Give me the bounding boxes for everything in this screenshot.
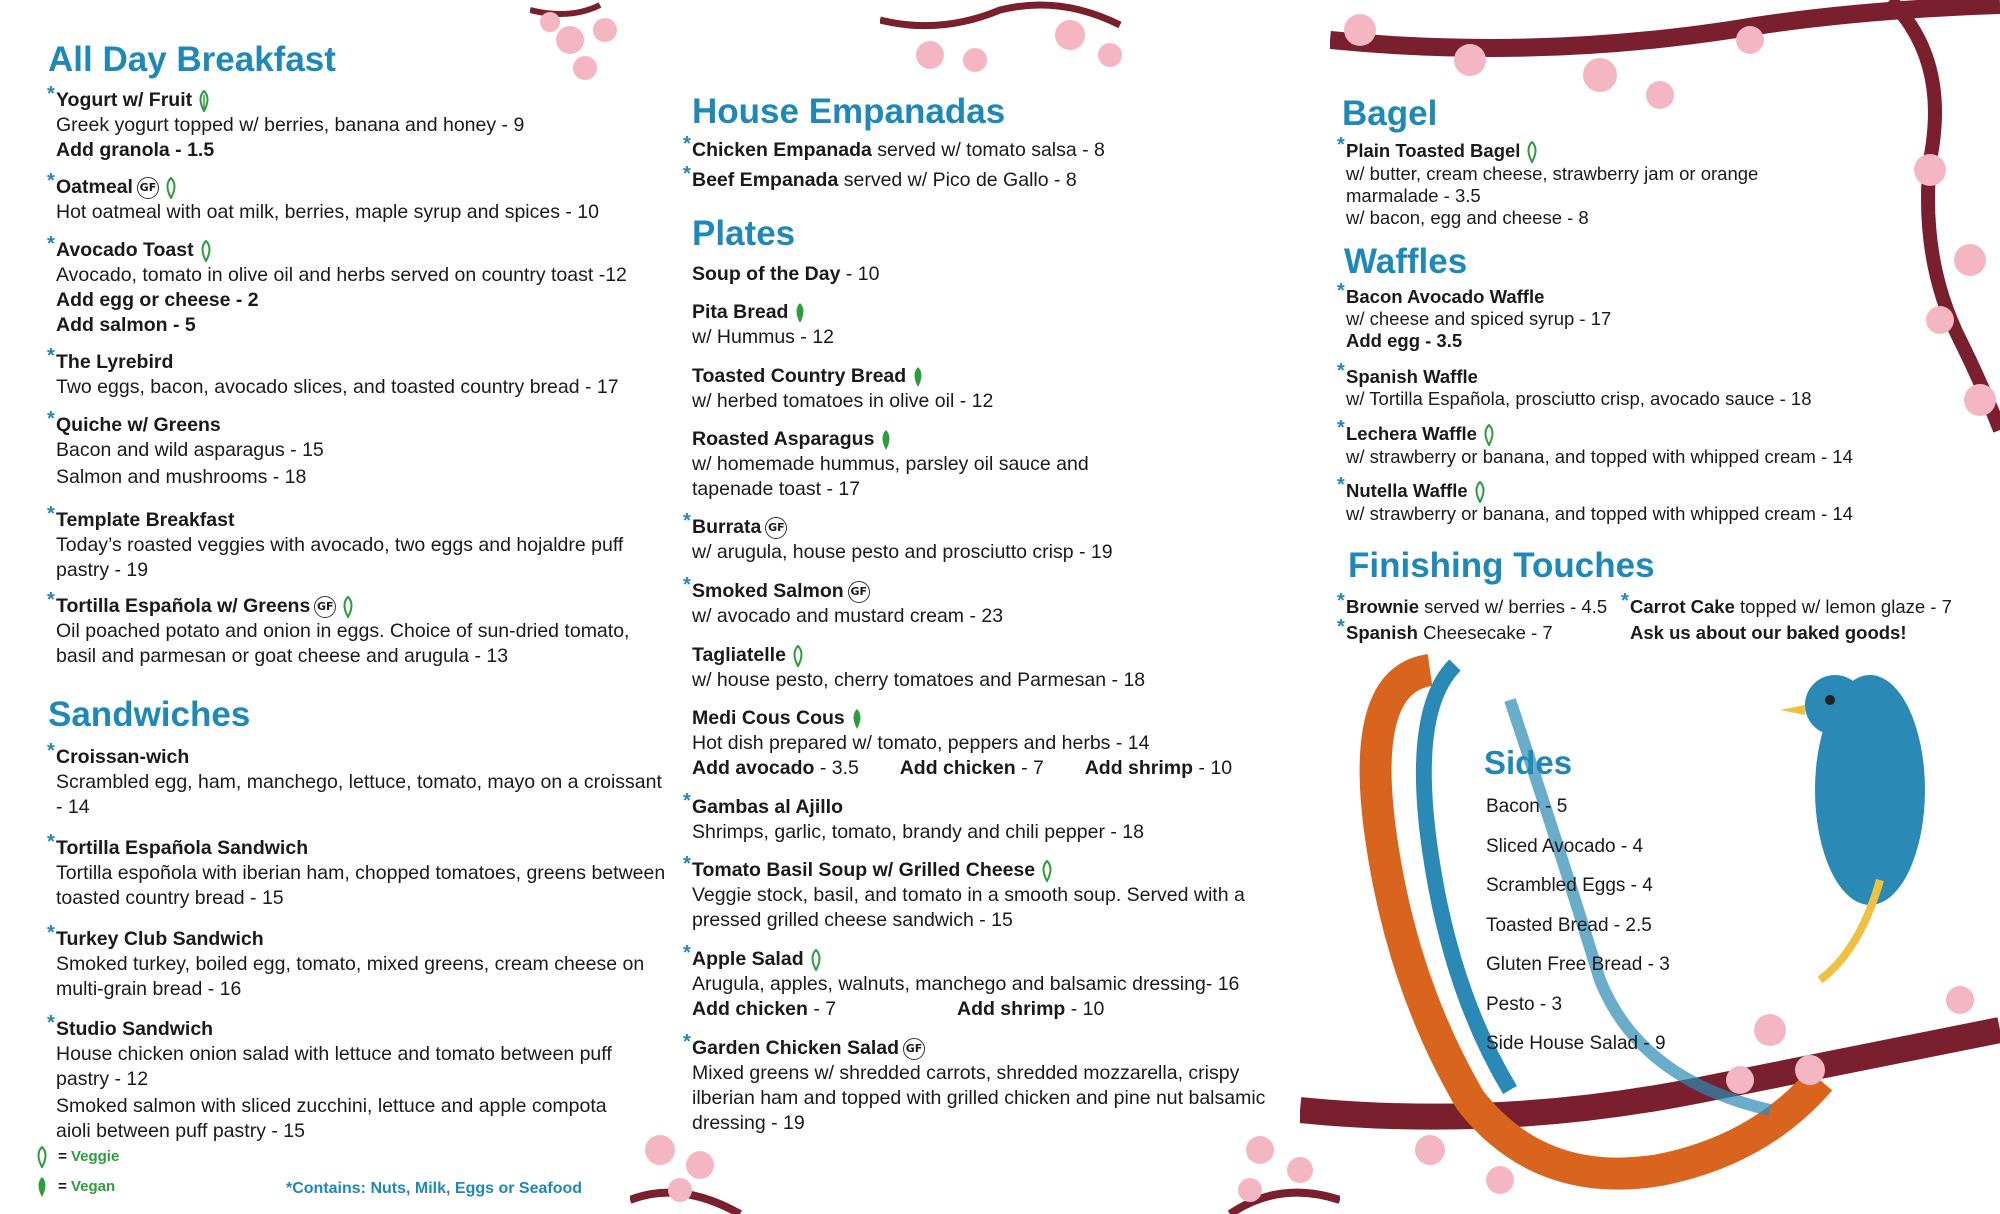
item-name: Gambas al Ajillo — [692, 796, 843, 818]
menu-item-carrot-cake — [1621, 590, 1952, 646]
item-name: Roasted Asparagus — [692, 428, 875, 450]
addon-label: Add shrimp — [1084, 757, 1194, 779]
item-name: The Lyrebird — [56, 351, 174, 373]
menu-item-tortilla-sandwich — [47, 831, 666, 911]
cherry-blossom-top-left — [530, 0, 640, 90]
allergen-asterisk: * — [683, 853, 691, 875]
allergen-asterisk: * — [47, 831, 55, 853]
item-desc: served w/ berries - 4.5 — [1418, 596, 1608, 617]
item-desc: Bacon and wild asparagus - 15 — [56, 439, 324, 461]
allergen-asterisk: * — [683, 1031, 691, 1053]
item-name: Nutella Waffle — [1346, 480, 1468, 501]
menu-item-apple-salad — [683, 942, 1240, 1022]
item-desc: basil and parmesan or goat cheese and arugula - 13 — [56, 645, 509, 667]
veggie-leaf-icon — [1481, 424, 1497, 446]
item-desc: Mixed greens w/ shredded carrots, shredded mozzarella, crispy — [692, 1062, 1240, 1084]
item-desc: Tortilla espoñola with iberian ham, chopped tomatoes, greens between — [56, 862, 666, 884]
item-desc: Smoked salmon with sliced zucchini, lettuce and apple compota — [56, 1095, 607, 1117]
menu-item-burrata — [683, 510, 1113, 565]
veggie-leaf-icon — [163, 177, 179, 199]
item-desc: w/ strawberry or banana, and topped with whipped cream - 14 — [1346, 446, 1853, 468]
menu-item-nutella-waffle — [1337, 474, 1853, 525]
item-name: Tortilla Española Sandwich — [56, 837, 309, 859]
menu-item-pita-bread — [692, 300, 834, 350]
item-desc: Veggie stock, basil, and tomato in a smooth soup. Served with a — [692, 884, 1245, 906]
item-desc: toasted country bread - 15 — [56, 887, 284, 909]
gluten-free-icon: GF — [137, 177, 159, 199]
item-name: Smoked Salmon — [692, 580, 844, 602]
menu-item-garden-chicken-salad — [683, 1031, 1266, 1136]
item-desc: served w/ tomato salsa - 8 — [871, 139, 1105, 161]
item-price: - 10 — [840, 263, 880, 285]
allergen-asterisk: * — [47, 408, 55, 430]
menu-item-bacon-avocado-waffle — [1337, 280, 1612, 352]
menu-item-quiche — [47, 408, 324, 490]
item-name: Chicken Empanada — [692, 139, 872, 161]
gluten-free-icon: GF — [848, 581, 870, 603]
item-name: Soup of the Day — [692, 263, 841, 285]
item-name: Turkey Club Sandwich — [56, 928, 264, 950]
item-addon: Add granola - 1.5 — [56, 139, 215, 161]
empanadas-title: House Empanadas — [692, 92, 1006, 131]
sandwiches-title: Sandwiches — [48, 695, 251, 734]
item-desc: served w/ Pico de Gallo - 8 — [838, 169, 1077, 191]
veggie-leaf-icon — [198, 240, 214, 262]
menu-item-roasted-asparagus — [692, 427, 1089, 502]
item-desc: w/ house pesto, cherry tomatoes and Parmesan - 18 — [692, 669, 1146, 691]
item-name: Spanish — [1346, 622, 1418, 643]
allergen-asterisk: * — [1337, 590, 1345, 612]
item-name: Tomato Basil Soup w/ Grilled Cheese — [692, 859, 1036, 881]
vegan-leaf-icon — [34, 1176, 50, 1198]
allergen-asterisk: * — [683, 574, 691, 596]
item-name: Beef Empanada — [692, 169, 839, 191]
item-desc: tapenade toast - 17 — [692, 478, 861, 500]
item-name: Oatmeal — [56, 176, 133, 198]
item-addon: Add salmon - 5 — [56, 314, 196, 336]
menu-item-soup-of-day — [692, 262, 879, 287]
item-name: Bacon Avocado Waffle — [1346, 286, 1545, 307]
menu-item-lechera-waffle — [1337, 417, 1853, 468]
legend-equals: = — [58, 1177, 67, 1195]
item-name: Studio Sandwich — [56, 1018, 214, 1040]
allergen-asterisk: * — [683, 790, 691, 812]
item-desc: w/ herbed tomatoes in olive oil - 12 — [692, 390, 994, 412]
item-name: Spanish Waffle — [1346, 366, 1478, 387]
item-desc: House chicken onion salad with lettuce and tomato between puff — [56, 1043, 612, 1065]
waffles-title: Waffles — [1344, 242, 1468, 281]
vegan-leaf-icon — [792, 302, 808, 324]
menu-item-turkey-club — [47, 922, 645, 1002]
veggie-leaf-icon — [340, 596, 356, 618]
menu-item-spanish-waffle — [1337, 360, 1812, 410]
sides-title: Sides — [1484, 744, 1573, 781]
addon-price: - 7 — [1015, 757, 1044, 779]
veggie-leaf-icon — [808, 949, 824, 971]
veggie-leaf-icon — [1472, 481, 1488, 503]
allergen-asterisk: * — [683, 133, 691, 155]
item-desc: Shrimps, garlic, tomato, brandy and chili pepper - 18 — [692, 821, 1144, 843]
menu-item-croissanwich — [47, 740, 662, 820]
allergen-asterisk: * — [47, 1012, 55, 1034]
legend-veggie-label: Veggie — [70, 1147, 120, 1165]
allergen-asterisk: * — [47, 345, 55, 367]
allergen-asterisk: * — [1337, 417, 1345, 439]
legend-veggie — [34, 1146, 119, 1168]
allergen-asterisk: * — [47, 233, 55, 255]
allergen-asterisk: * — [47, 740, 55, 762]
vegan-leaf-icon — [878, 429, 894, 451]
allergen-asterisk: * — [47, 83, 55, 105]
menu-item-smoked-salmon — [683, 574, 1004, 629]
item-name: Avocado Toast — [56, 239, 194, 261]
side-item: Sliced Avocado - 4 — [1486, 836, 1644, 857]
item-desc: w/ bacon, egg and cheese - 8 — [1346, 207, 1589, 229]
addon-price: - 3.5 — [814, 757, 859, 779]
item-desc: aioli between puff pastry - 15 — [56, 1120, 305, 1142]
item-name: Tortilla Española w/ Greens — [56, 595, 311, 617]
allergen-asterisk: * — [1337, 616, 1345, 638]
veggie-leaf-icon — [790, 645, 806, 667]
allergen-asterisk: * — [1621, 590, 1629, 612]
side-item: Toasted Bread - 2.5 — [1486, 915, 1652, 936]
item-name: Medi Cous Cous — [692, 707, 845, 729]
baked-goods-note: Ask us about our baked goods! — [1630, 622, 1907, 643]
item-name: Burrata — [692, 516, 762, 538]
item-name: Lechera Waffle — [1346, 423, 1477, 444]
menu-item-yogurt — [47, 83, 525, 163]
side-item: Side House Salad - 9 — [1486, 1033, 1666, 1054]
allergen-asterisk: * — [1337, 360, 1345, 382]
vegan-leaf-icon — [849, 708, 865, 730]
item-desc: w/ butter, cream cheese, strawberry jam or orange — [1346, 163, 1759, 185]
allergen-asterisk: * — [47, 170, 55, 192]
gluten-free-icon: GF — [314, 596, 336, 618]
menu-item-studio-sandwich — [47, 1012, 612, 1144]
item-name: Garden Chicken Salad — [692, 1037, 899, 1059]
item-name: Plain Toasted Bagel — [1346, 140, 1521, 161]
menu-item-avocado-toast — [47, 233, 627, 338]
addon-label: Add avocado — [692, 757, 815, 779]
menu-item-tagliatelle — [692, 643, 1145, 693]
item-name: Yogurt w/ Fruit — [56, 89, 193, 111]
addon-label: Add chicken — [899, 757, 1016, 779]
menu-item-medi-cous-cous — [692, 706, 1232, 781]
allergen-asterisk: * — [47, 589, 55, 611]
item-name: Tagliatelle — [692, 644, 786, 666]
item-desc: Hot oatmeal with oat milk, berries, maple syrup and spices - 10 — [56, 201, 599, 223]
item-desc: w/ cheese and spiced syrup - 17 — [1346, 308, 1612, 329]
legend-vegan — [34, 1176, 115, 1198]
menu-item-oatmeal — [47, 170, 599, 225]
allergen-asterisk: * — [683, 163, 691, 185]
allergen-asterisk: * — [1337, 280, 1345, 302]
addon-label: Add chicken — [692, 998, 808, 1020]
gluten-free-icon: GF — [765, 517, 787, 539]
legend-vegan-label: Vegan — [70, 1177, 116, 1195]
plates-title: Plates — [692, 214, 796, 253]
item-name: Pita Bread — [692, 301, 789, 323]
item-addon: Add egg or cheese - 2 — [56, 289, 259, 311]
breakfast-title: All Day Breakfast — [48, 40, 336, 79]
veggie-leaf-icon — [1039, 860, 1055, 882]
item-desc: Hot dish prepared w/ tomato, peppers and herbs - 14 — [692, 732, 1150, 754]
menu-item-toasted-country-bread — [692, 364, 993, 414]
allergen-note: *Contains: Nuts, Milk, Eggs or Seafood — [286, 1180, 583, 1197]
item-desc: dressing - 19 — [692, 1112, 805, 1134]
allergen-asterisk: * — [1337, 134, 1345, 156]
item-desc: w/ Hummus - 12 — [692, 326, 834, 348]
allergen-asterisk: * — [1337, 474, 1345, 496]
menu-item-plain-bagel — [1337, 134, 1759, 229]
menu-item-tomato-basil-soup — [683, 853, 1245, 933]
allergen-asterisk: * — [683, 942, 691, 964]
item-desc: Today’s roasted veggies with avocado, two eggs and hojaldre puff — [56, 534, 624, 556]
allergen-asterisk: * — [47, 922, 55, 944]
side-item: Bacon - 5 — [1486, 796, 1568, 817]
menu-item-spanish-cheesecake — [1337, 616, 1553, 646]
item-desc: w/ homemade hummus, parsley oil sauce and — [692, 453, 1089, 475]
gluten-free-icon: GF — [903, 1038, 925, 1060]
finishing-touches-title: Finishing Touches — [1348, 546, 1655, 585]
item-desc: topped w/ lemon glaze - 7 — [1734, 596, 1952, 617]
item-desc: Greek yogurt topped w/ berries, banana and honey - 9 — [56, 114, 525, 136]
menu-item-template-breakfast — [47, 503, 624, 583]
item-name: Template Breakfast — [56, 509, 235, 531]
item-desc: w/ strawberry or banana, and topped with whipped cream - 14 — [1346, 503, 1853, 525]
item-desc: Two eggs, bacon, avocado slices, and toasted country bread - 17 — [56, 376, 619, 398]
menu-item-lyrebird — [47, 345, 619, 400]
item-addon: Add egg - 3.5 — [1346, 330, 1463, 351]
item-name: Toasted Country Bread — [692, 365, 907, 387]
item-desc: - 14 — [56, 796, 90, 818]
side-item: Gluten Free Bread - 3 — [1486, 954, 1670, 975]
item-desc: pastry - 12 — [56, 1068, 149, 1090]
item-name: Carrot Cake — [1630, 596, 1735, 617]
item-desc: Arugula, apples, walnuts, manchego and balsamic dressing- 16 — [692, 973, 1240, 995]
allergen-asterisk: * — [47, 503, 55, 525]
item-desc: w/ arugula, house pesto and prosciutto crisp - 19 — [692, 541, 1113, 563]
addon-price: - 10 — [1065, 998, 1105, 1020]
item-desc: ilberian ham and topped with grilled chicken and pine nut balsamic — [692, 1087, 1266, 1109]
item-name: Croissan-wich — [56, 746, 190, 768]
menu-item-beef-empanada — [683, 163, 1077, 193]
item-desc: Smoked turkey, boiled egg, tomato, mixed greens, cream cheese on — [56, 953, 645, 975]
item-desc: Cheesecake - 7 — [1417, 622, 1553, 643]
item-name: Apple Salad — [692, 948, 804, 970]
addon-label: Add shrimp — [956, 998, 1066, 1020]
side-item: Scrambled Eggs - 4 — [1486, 875, 1653, 896]
item-desc: multi-grain bread - 16 — [56, 978, 242, 1000]
addon-price: - 7 — [807, 998, 837, 1020]
vegan-leaf-icon — [910, 366, 926, 388]
veggie-leaf-icon — [1524, 141, 1540, 163]
addon-price: - 10 — [1193, 757, 1233, 779]
menu-item-gambas — [683, 790, 1144, 845]
side-item: Pesto - 3 — [1486, 994, 1563, 1015]
item-desc: w/ avocado and mustard cream - 23 — [692, 605, 1004, 627]
veggie-leaf-icon — [196, 90, 212, 112]
item-desc: Salmon and mushrooms - 18 — [56, 466, 307, 488]
item-name: Quiche w/ Greens — [56, 414, 221, 436]
cherry-blossom-top-center — [880, 0, 1130, 90]
item-desc: w/ Tortilla Española, prosciutto crisp, avocado sauce - 18 — [1346, 388, 1812, 409]
allergen-asterisk: * — [683, 510, 691, 532]
item-desc: pressed grilled cheese sandwich - 15 — [692, 909, 1013, 931]
menu-item-brownie — [1337, 590, 1608, 620]
legend-equals: = — [58, 1147, 67, 1165]
item-name: Brownie — [1346, 596, 1419, 617]
item-desc: marmalade - 3.5 — [1346, 185, 1481, 207]
bagel-title: Bagel — [1342, 94, 1438, 133]
item-desc: pastry - 19 — [56, 559, 149, 581]
item-desc: Avocado, tomato in olive oil and herbs served on country toast -12 — [56, 264, 627, 286]
item-desc: Oil poached potato and onion in eggs. Choice of sun-dried tomato, — [56, 620, 630, 642]
menu-item-tortilla-greens — [47, 589, 630, 669]
veggie-leaf-icon — [34, 1146, 50, 1168]
item-desc: Scrambled egg, ham, manchego, lettuce, tomato, mayo on a croissant — [56, 771, 662, 793]
menu-item-chicken-empanada — [683, 133, 1105, 163]
